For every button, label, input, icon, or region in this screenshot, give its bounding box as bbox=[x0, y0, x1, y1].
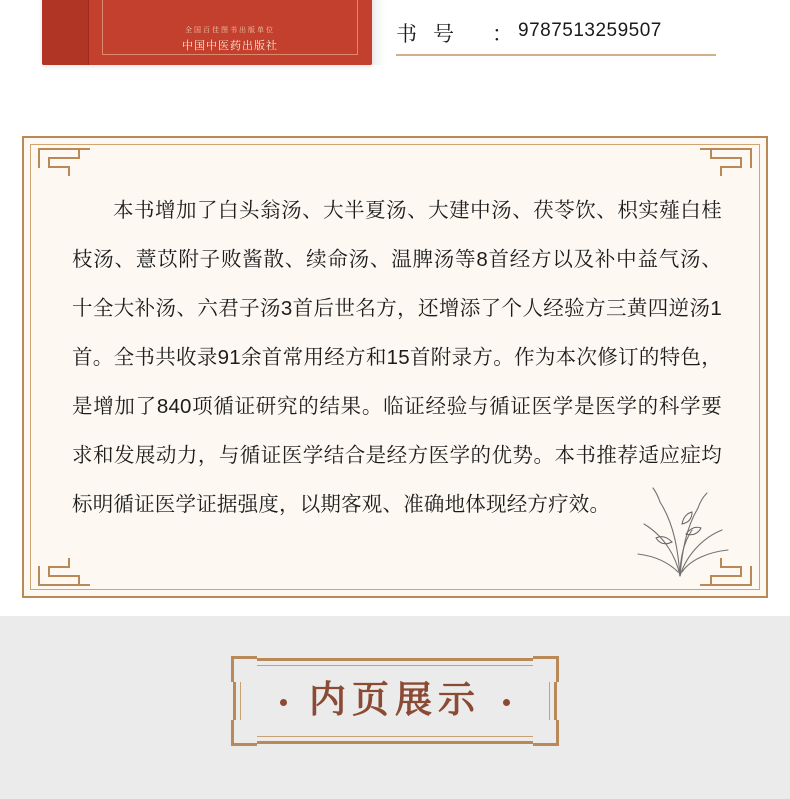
corner-ornament-top-left-icon bbox=[38, 148, 90, 182]
corner-ornament-top-right-icon bbox=[700, 148, 752, 182]
orchid-illustration-icon bbox=[620, 472, 740, 582]
isbn-value: 9787513259507 bbox=[518, 20, 662, 41]
corner-ornament-bottom-left-icon bbox=[38, 552, 90, 586]
isbn-colon: ： bbox=[492, 23, 513, 46]
publisher-name: 中国中医药出版社 bbox=[182, 40, 278, 52]
publisher-tagline: 全国百佳图书出版单位 bbox=[185, 27, 275, 34]
book-shadow bbox=[372, 0, 386, 65]
isbn-row bbox=[396, 10, 716, 56]
book-cover-image bbox=[42, 0, 372, 65]
book-cover-front bbox=[88, 0, 372, 65]
section-heading-plaque bbox=[233, 658, 557, 744]
section-title: 内页展示 bbox=[309, 680, 481, 721]
book-description-text: 本书增加了白头翁汤、大半夏汤、大建中汤、茯苓饮、枳实薤白桂枝汤、薏苡附子败酱散、续命汤、温脾汤等8首经方以及补中益气汤、十全大补汤、六君子汤3首后世名方，还增添了个人经验方三黄四逆汤1首。全书共收录91余首常用经方和15首附录方。作为本次修订的特色，是增加了840项循证研究的结果。临证经验与循证医学是医学的科学要求和发展动力，与循证医学结合是经方医学的优势。本书推荐适应症均标明循证医学证据强度，以期客观、准确地体现经方疗效。 bbox=[72, 199, 722, 516]
top-area bbox=[0, 0, 790, 78]
isbn-underline bbox=[396, 54, 716, 56]
description-card bbox=[22, 136, 768, 598]
book-spine bbox=[42, 0, 89, 65]
isbn-label: 书号 bbox=[396, 23, 470, 46]
